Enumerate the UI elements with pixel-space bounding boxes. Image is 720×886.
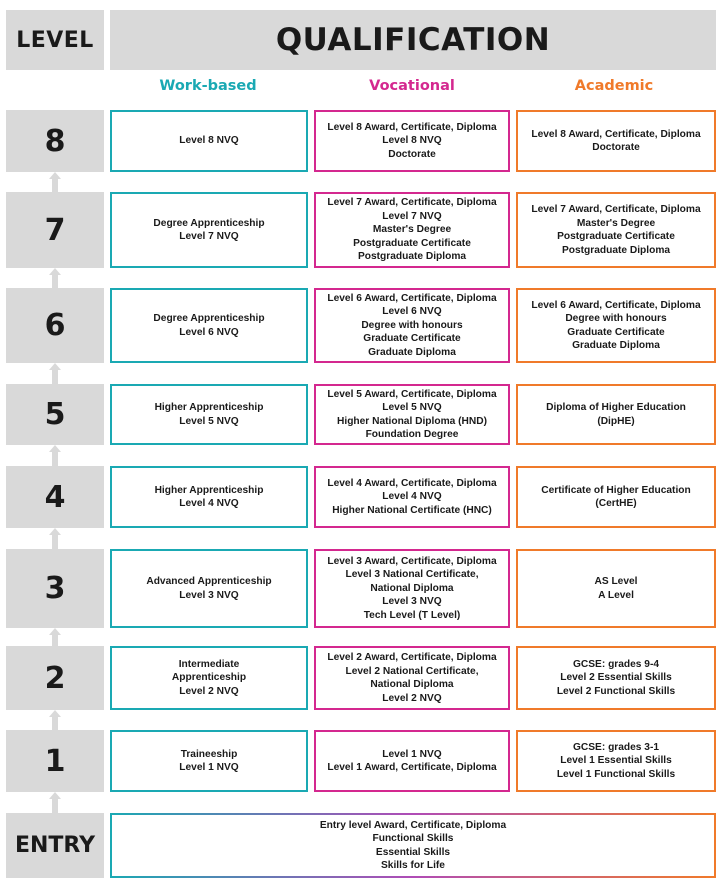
qualification-header: QUALIFICATION bbox=[110, 10, 716, 70]
qualification-line: Level 3 NVQ bbox=[382, 596, 442, 608]
up-arrow-icon bbox=[49, 445, 61, 466]
qualification-line: Level 1 Essential Skills bbox=[560, 755, 672, 767]
qualification-line: Intermediate bbox=[178, 658, 240, 670]
qualification-line: Advanced Apprenticeship bbox=[146, 576, 272, 587]
qualification-line: Level 3 National Certificate, bbox=[345, 569, 479, 581]
level-5-work-based-box bbox=[110, 384, 308, 445]
qualification-line: Level 7 Award, Certificate, Diploma bbox=[327, 197, 497, 209]
qualification-line: Level 8 Award, Certificate, Diploma bbox=[531, 128, 701, 140]
qualification-line: GCSE: grades 9-4 bbox=[572, 658, 660, 670]
level-5-vocational-box bbox=[314, 384, 510, 445]
qualification-line: Skills for Life bbox=[381, 860, 445, 871]
qualification-line: Tech Level (T Level) bbox=[363, 609, 461, 621]
up-arrow-icon bbox=[49, 172, 61, 192]
qualification-line: Level 2 Award, Certificate, Diploma bbox=[327, 652, 497, 663]
qualification-line: Higher National Certificate (HNC) bbox=[332, 504, 492, 516]
qualification-line: Graduate Diploma bbox=[572, 340, 660, 351]
up-arrow-icon bbox=[49, 363, 61, 384]
qualification-line: Master's Degree bbox=[372, 224, 452, 236]
qualification-line: Apprenticeship bbox=[171, 672, 247, 684]
qualification-line: A Level bbox=[598, 589, 634, 601]
work-based-column-heading: Work-based bbox=[159, 78, 257, 94]
level-4-vocational-box bbox=[314, 466, 510, 528]
qualification-line: Level 6 NVQ bbox=[382, 306, 442, 318]
qualification-line: Graduate Certificate bbox=[363, 333, 461, 345]
qualification-line: Level 2 NVQ bbox=[382, 692, 442, 704]
level-5-label: 5 bbox=[6, 384, 104, 445]
up-arrow-icon bbox=[49, 268, 61, 288]
qualification-line: Higher Apprenticeship bbox=[154, 402, 264, 413]
qualification-line: Higher National Diploma (HND) bbox=[337, 415, 487, 427]
qualification-line: Level 5 Award, Certificate, Diploma bbox=[327, 388, 497, 400]
qualification-line: Essential Skills bbox=[375, 846, 451, 858]
qualification-line: Level 2 Essential Skills bbox=[560, 672, 672, 684]
qualification-line: Level 3 NVQ bbox=[179, 589, 239, 601]
qualification-line: Higher Apprenticeship bbox=[154, 484, 264, 496]
level-7-work-based-box bbox=[110, 192, 308, 268]
up-arrow-icon bbox=[49, 710, 61, 730]
qualification-line: National Diploma bbox=[370, 582, 454, 594]
qualification-line: Graduate Diploma bbox=[368, 346, 456, 358]
qualification-line: Degree with honours bbox=[361, 319, 463, 331]
qualification-line: Level 2 NVQ bbox=[179, 685, 239, 697]
qualification-line: Degree with honours bbox=[565, 313, 667, 324]
qualification-line: Level 1 NVQ bbox=[179, 762, 239, 773]
level-3-label: 3 bbox=[6, 549, 104, 628]
entry-qualifications-box bbox=[110, 813, 716, 878]
level-7-label: 7 bbox=[6, 192, 104, 268]
qualification-line: Functional Skills bbox=[372, 833, 454, 844]
level-2-academic-box bbox=[516, 646, 716, 710]
qualification-line: Level 8 Award, Certificate, Diploma bbox=[327, 121, 497, 133]
qualification-line: Level 7 NVQ bbox=[179, 231, 239, 242]
level-2-vocational-box bbox=[314, 646, 510, 710]
level-2-label: 2 bbox=[6, 646, 104, 710]
level-header: LEVEL bbox=[6, 10, 104, 70]
qualification-line: Postgraduate Certificate bbox=[353, 237, 471, 249]
academic-column-heading: Academic bbox=[574, 78, 654, 94]
level-1-work-based-box bbox=[110, 730, 308, 792]
qualification-line: Level 6 Award, Certificate, Diploma bbox=[327, 292, 497, 304]
level-1-label: 1 bbox=[6, 730, 104, 792]
qualification-line: Certificate of Higher Education bbox=[541, 484, 691, 496]
qualification-line: Level 2 National Certificate, bbox=[345, 665, 479, 677]
level-8-work-based-box bbox=[110, 110, 308, 172]
qualification-line: Level 4 NVQ bbox=[382, 491, 442, 503]
qualification-line: GCSE: grades 3-1 bbox=[572, 741, 660, 753]
qualification-line: Doctorate bbox=[388, 148, 436, 160]
qualification-line: Graduate Certificate bbox=[567, 326, 665, 338]
qualification-line: Doctorate bbox=[592, 142, 640, 153]
qualification-line: National Diploma bbox=[370, 679, 454, 690]
qualification-line: Level 5 NVQ bbox=[179, 415, 239, 427]
level-3-work-based-box bbox=[110, 549, 308, 628]
up-arrow-icon bbox=[49, 628, 61, 646]
qualification-line: Diploma of Higher Education bbox=[546, 402, 686, 413]
level-8-vocational-box bbox=[314, 110, 510, 172]
qualification-line: Level 7 Award, Certificate, Diploma bbox=[531, 204, 701, 215]
level-7-academic-box bbox=[516, 192, 716, 268]
qualification-line: Level 6 Award, Certificate, Diploma bbox=[531, 299, 701, 311]
vocational-column-heading: Vocational bbox=[369, 78, 455, 94]
qualification-line: Level 2 Functional Skills bbox=[556, 685, 676, 697]
qualification-line: Level 1 NVQ bbox=[382, 748, 442, 760]
level-4-work-based-box bbox=[110, 466, 308, 528]
qualification-line: Postgraduate Diploma bbox=[357, 251, 467, 263]
level-4-label: 4 bbox=[6, 466, 104, 528]
up-arrow-icon bbox=[49, 792, 61, 813]
qualification-line: (DipHE) bbox=[597, 415, 635, 427]
up-arrow-icon bbox=[49, 528, 61, 549]
qualification-line: Master's Degree bbox=[576, 217, 656, 229]
level-2-work-based-box bbox=[110, 646, 308, 710]
qualification-line: AS Level bbox=[594, 576, 638, 587]
level-7-vocational-box bbox=[314, 192, 510, 268]
level-6-vocational-box bbox=[314, 288, 510, 363]
qualification-line: Level 5 NVQ bbox=[382, 402, 442, 413]
level-8-academic-box bbox=[516, 110, 716, 172]
level-1-vocational-box bbox=[314, 730, 510, 792]
level-8-label: 8 bbox=[6, 110, 104, 172]
qualification-line: Level 6 NVQ bbox=[179, 326, 239, 338]
qualification-line: Level 8 NVQ bbox=[179, 135, 239, 147]
qualification-line: Level 8 NVQ bbox=[382, 135, 442, 147]
level-3-academic-box bbox=[516, 549, 716, 628]
level-6-label: 6 bbox=[6, 288, 104, 363]
qualification-line: Foundation Degree bbox=[365, 429, 459, 440]
qualification-line: Postgraduate Certificate bbox=[557, 231, 675, 242]
level-6-academic-box bbox=[516, 288, 716, 363]
qualification-line: (CertHE) bbox=[595, 498, 637, 509]
qualification-line: Level 1 Functional Skills bbox=[556, 768, 676, 780]
level-1-academic-box bbox=[516, 730, 716, 792]
qualification-line: Level 4 Award, Certificate, Diploma bbox=[327, 477, 497, 489]
level-4-academic-box bbox=[516, 466, 716, 528]
qualification-line: Level 4 NVQ bbox=[179, 498, 239, 509]
qualification-line: Degree Apprenticeship bbox=[153, 313, 265, 324]
entry-level-label: ENTRY bbox=[6, 813, 104, 878]
qualification-line: Level 3 Award, Certificate, Diploma bbox=[327, 555, 497, 567]
qualification-line: Traineeship bbox=[180, 748, 238, 760]
qualification-line: Entry level Award, Certificate, Diploma bbox=[319, 819, 507, 831]
level-5-academic-box bbox=[516, 384, 716, 445]
level-6-work-based-box bbox=[110, 288, 308, 363]
qualification-line: Level 1 Award, Certificate, Diploma bbox=[327, 762, 497, 773]
qualification-line: Degree Apprenticeship bbox=[153, 217, 265, 229]
level-3-vocational-box bbox=[314, 549, 510, 628]
qualification-line: Level 7 NVQ bbox=[382, 210, 442, 222]
qualification-line: Postgraduate Diploma bbox=[561, 244, 671, 256]
